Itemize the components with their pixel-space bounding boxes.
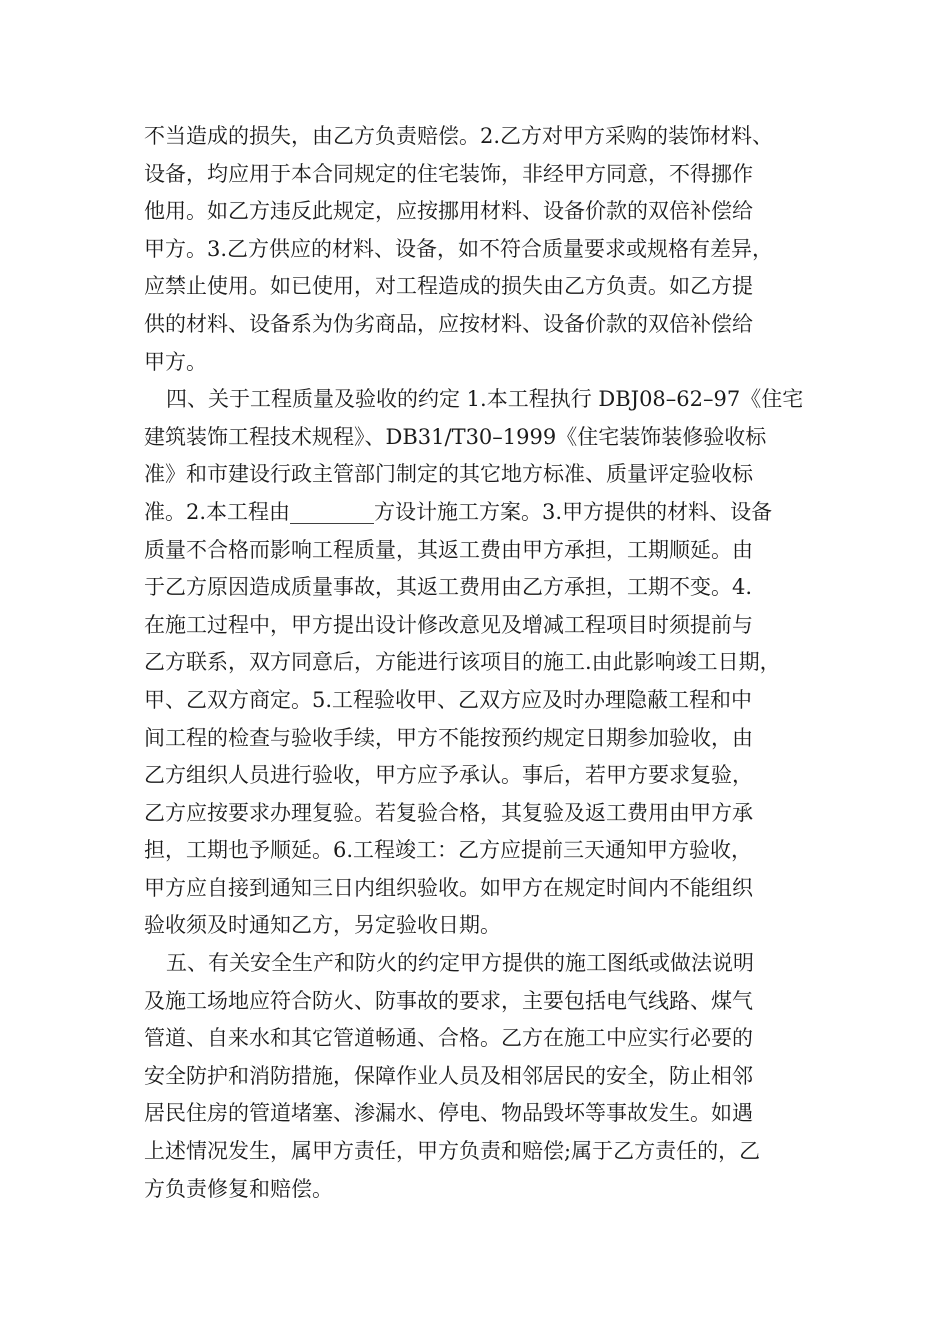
text-line: 及施工场地应符合防火、防事故的要求，主要包括电气线路、煤气 — [144, 988, 753, 1013]
text-line: 设备，均应用于本合同规定的住宅装饰，非经甲方同意，不得挪作 — [144, 161, 753, 186]
text-line: 质量不合格而影响工程质量，其返工费由甲方承担，工期顺延。由 — [144, 537, 753, 562]
text-line: 甲、乙双方商定。5.工程验收甲、乙双方应及时办理隐蔽工程和中 — [144, 687, 753, 712]
text-line: 不当造成的损失，由乙方负责赔偿。2.乙方对甲方采购的装饰材料、 — [144, 124, 774, 148]
text-line: 四、关于工程质量及验收的约定 1.本工程执行 DBJ08–62–97《住宅 — [166, 387, 804, 412]
text-line: 乙方联系，双方同意后，方能进行该项目的施工.由此影响竣工日期， — [144, 650, 781, 675]
text-line: 验收须及时通知乙方，另定验收日期。 — [144, 913, 501, 938]
text-line: 应禁止使用。如已使用，对工程造成的损失由乙方负责。如乙方提 — [144, 274, 753, 299]
text-line: 上述情况发生，属甲方责任，甲方负责和赔偿;属于乙方责任的，乙 — [144, 1139, 761, 1164]
text-line: 建筑装饰工程技术规程》、DB31/T30–1999《住宅装饰装修验收标 — [144, 424, 767, 449]
text-line: 于乙方原因造成质量事故，其返工费用由乙方承担，工期不变。4. — [144, 575, 753, 600]
text-line: 供的材料、设备系为伪劣商品，应按材料、设备价款的双倍补偿给 — [144, 311, 753, 336]
document-page — [144, 118, 816, 1208]
text-line: 他用。如乙方违反此规定，应按挪用材料、设备价款的双倍补偿给 — [144, 199, 753, 224]
paragraph-quality-acceptance — [144, 381, 816, 945]
text-line: 在施工过程中，甲方提出设计修改意见及增减工程项目时须提前与 — [144, 612, 753, 637]
text-line: 间工程的检查与验收手续，甲方不能按预约规定日期参加验收，由 — [144, 725, 753, 750]
text-line: 甲方。3.乙方供应的材料、设备，如不符合质量要求或规格有差异， — [144, 236, 774, 261]
text-line: 五、有关安全生产和防火的约定甲方提供的施工图纸或做法说明 — [166, 951, 754, 976]
paragraph-materials-continued — [144, 118, 816, 381]
text-line: 乙方应按要求办理复验。若复验合格，其复验及返工费用由甲方承 — [144, 800, 753, 825]
text-line: 管道、自来水和其它管道畅通、合格。乙方在施工中应实行必要的 — [144, 1026, 753, 1051]
text-line: 方负责修复和赔偿。 — [144, 1176, 333, 1201]
text-line: 担，工期也予顺延。6.工程竣工：乙方应提前三天通知甲方验收， — [144, 838, 753, 863]
text-line: 乙方组织人员进行验收，甲方应予承认。事后，若甲方要求复验， — [144, 763, 753, 788]
text-line: 准。2.本工程由________方设计施工方案。3.甲方提供的材料、设备 — [144, 499, 773, 524]
text-line: 甲方。 — [144, 349, 207, 374]
text-line: 准》和市建设行政主管部门制定的其它地方标准、质量评定验收标 — [144, 462, 753, 487]
text-line: 甲方应自接到通知三日内组织验收。如甲方在规定时间内不能组织 — [144, 875, 753, 900]
paragraph-safety-fire — [144, 945, 816, 1208]
text-line: 安全防护和消防措施，保障作业人员及相邻居民的安全，防止相邻 — [144, 1063, 753, 1088]
text-line: 居民住房的管道堵塞、渗漏水、停电、物品毁坏等事故发生。如遇 — [144, 1101, 753, 1126]
